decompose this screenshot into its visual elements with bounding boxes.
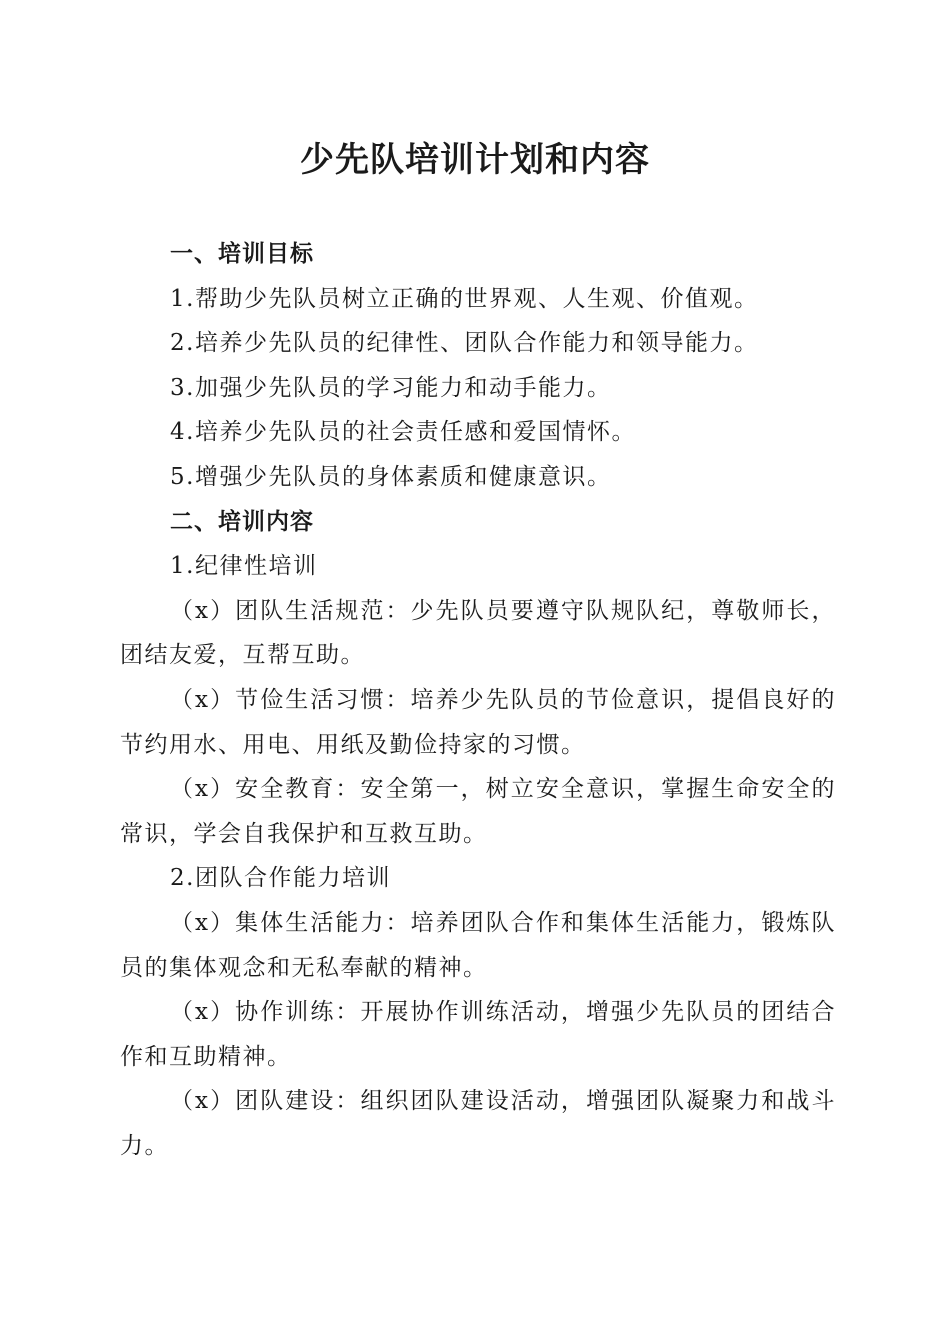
goal-item: 2.培养少先队员的纪律性、团队合作能力和领导能力。 [170, 330, 759, 357]
content-paragraph: （x）团队生活规范：少先队员要遵守队规队纪，尊敬师长，团结友爱，互帮互助。 [120, 597, 836, 669]
content-paragraph: （x）协作训练：开展协作训练活动，增强少先队员的团结合作和互助精神。 [120, 999, 836, 1070]
section-heading-content: 二、培训内容 [170, 508, 314, 535]
goal-item: 1.帮助少先队员树立正确的世界观、人生观、价值观。 [170, 285, 759, 312]
content-paragraph: （x）团队建设：组织团队建设活动，增强团队凝聚力和战斗力。 [120, 1088, 836, 1159]
section-heading-goals: 一、培训目标 [170, 241, 314, 267]
goal-item: 5.增强少先队员的身体素质和健康意识。 [170, 463, 612, 490]
document-body [120, 232, 836, 1168]
document-title: 少先队培训计划和内容 [300, 140, 650, 180]
goal-item: 3.加强少先队员的学习能力和动手能力。 [170, 374, 612, 401]
content-paragraph: （x）集体生活能力：培养团队合作和集体生活能力，锻炼队员的集体观念和无私奉献的精神。 [120, 909, 836, 981]
content-paragraph: （x）安全教育：安全第一，树立安全意识，掌握生命安全的常识，学会自我保护和互救互助。 [120, 776, 836, 847]
goal-item: 4.培养少先队员的社会责任感和爱国情怀。 [170, 419, 636, 446]
subsection-heading-teamwork: 2.团队合作能力培训 [170, 865, 391, 892]
content-paragraph: （x）节俭生活习惯：培养少先队员的节俭意识，提倡良好的节约用水、用电、用纸及勤俭持家的习惯。 [120, 686, 836, 758]
subsection-heading-discipline: 1.纪律性培训 [170, 553, 318, 580]
